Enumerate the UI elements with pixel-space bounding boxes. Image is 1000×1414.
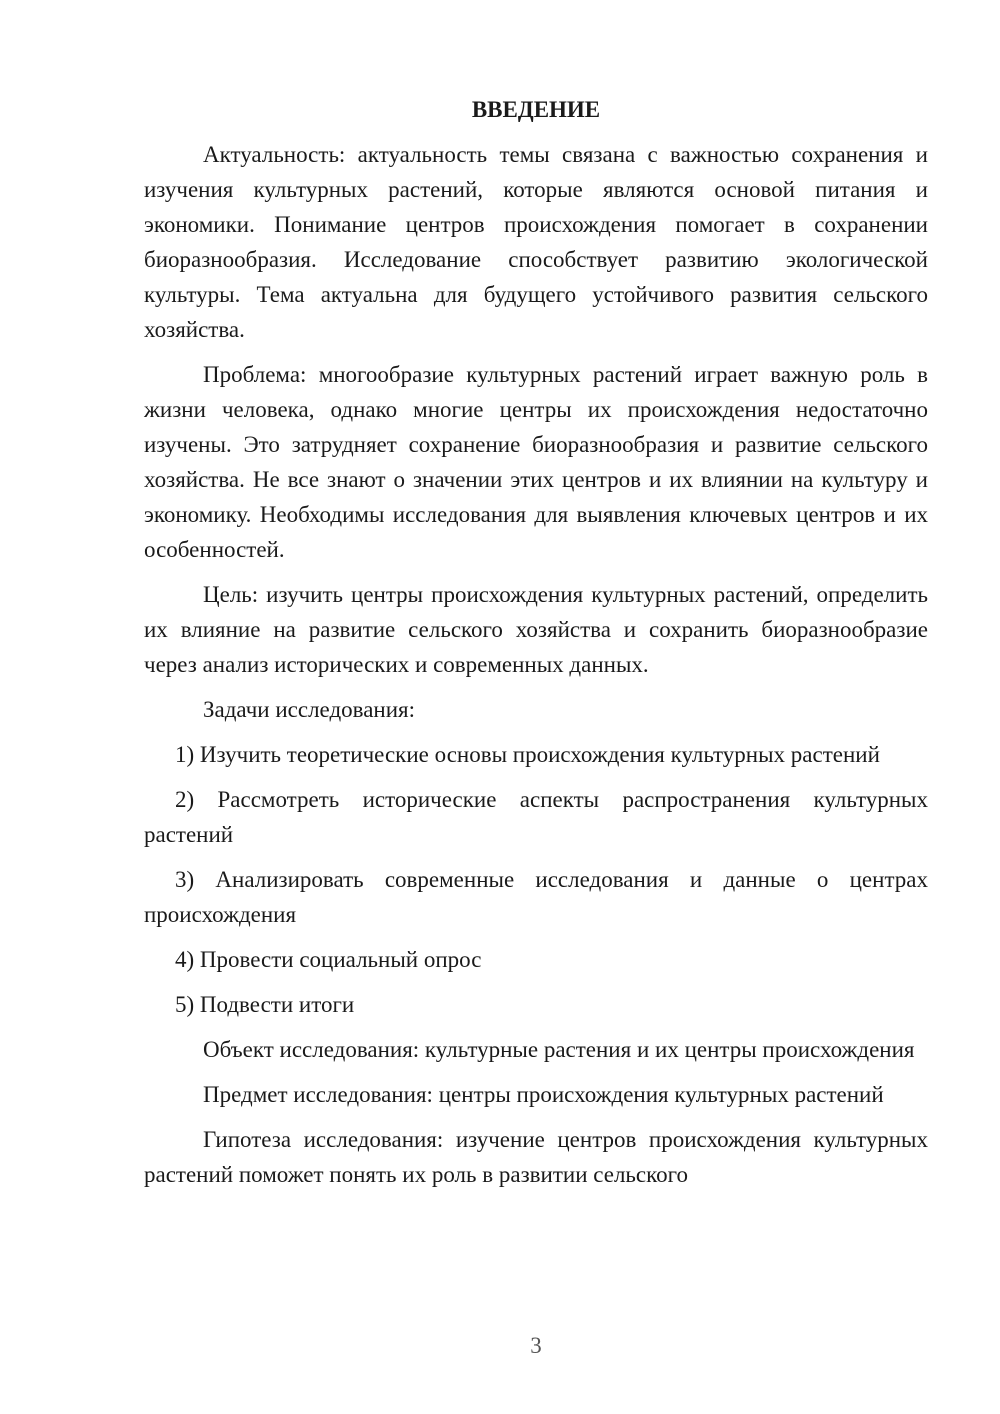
object-paragraph: Объект исследования: культурные растения и их центры происхождения	[203, 1037, 915, 1062]
task-item: 3) Анализировать современные исследования и данные о центрах происхождения	[144, 867, 928, 927]
hypothesis-paragraph: Гипотеза исследования: изучение центров происхождения культурных растений поможет понять их роль в развитии сельского	[144, 1127, 928, 1187]
task-item: 4) Провести социальный опрос	[175, 947, 482, 972]
problem-paragraph: Проблема: многообразие культурных растений играет важную роль в жизни человека, однако многие центры их происхождения недостаточно изучены. Это затрудняет сохранение биоразнообразия и развитие сельского хозяйства. Не все знают о значении этих центров и их влиянии на культуру и экономику. Необходимы исследования для выявления ключевых центров и их особенностей.	[144, 362, 928, 562]
tasks-heading: Задачи исследования:	[203, 697, 416, 722]
subject-paragraph: Предмет исследования: центры происхождения культурных растений	[203, 1082, 884, 1107]
task-item: 1) Изучить теоретические основы происхождения культурных растений	[175, 742, 880, 767]
page-content	[144, 92, 928, 1192]
goal-paragraph: Цель: изучить центры происхождения культурных растений, определить их влияние на развитие сельского хозяйства и сохранить биоразнообразие через анализ исторических и современных данных.	[144, 582, 928, 677]
task-item: 5) Подвести итоги	[175, 992, 355, 1017]
section-heading: ВВЕДЕНИЕ	[471, 97, 601, 122]
relevance-paragraph: Актуальность: актуальность темы связана с важностью сохранения и изучения культурных растений, которые являются основой питания и экономики. Понимание центров происхождения помогает в сохранении биоразнообразия. Исследование способствует развитию экологической культуры. Тема актуальна для будущего устойчивого развития сельского хозяйства.	[144, 142, 928, 342]
task-item: 2) Рассмотреть исторические аспекты распространения культурных растений	[144, 787, 928, 847]
page-number: 3	[530, 1333, 542, 1358]
